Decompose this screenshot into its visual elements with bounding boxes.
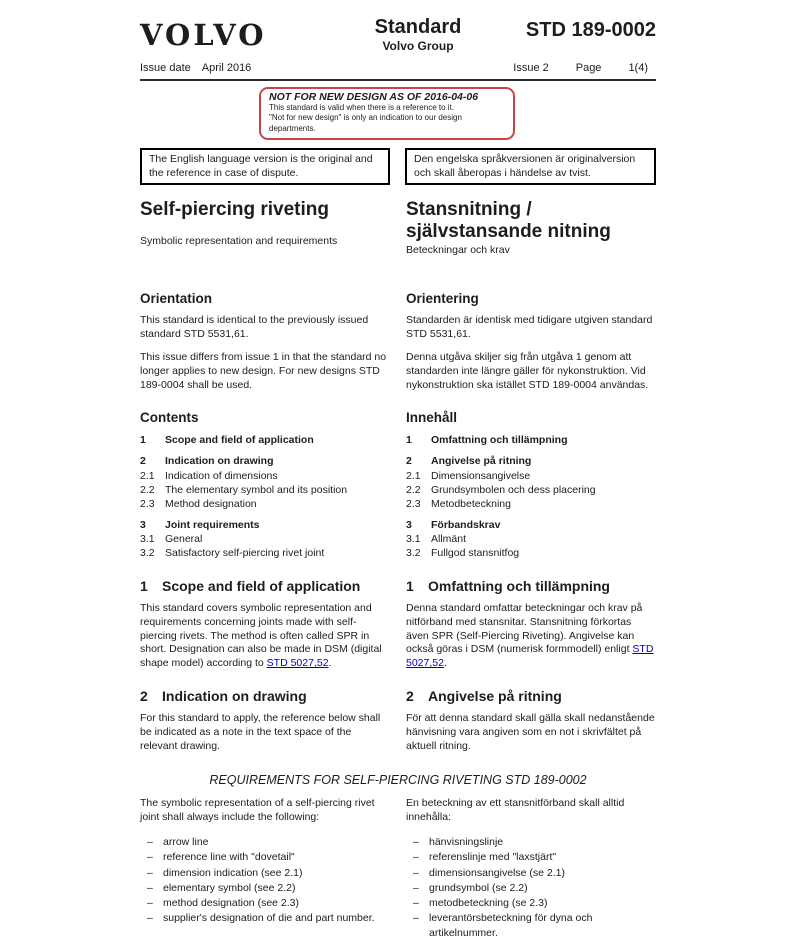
toc-label: Metodbeteckning bbox=[431, 497, 511, 510]
orientation-p1-en: This standard is identical to the previously issued standard STD 5531,61. bbox=[140, 314, 369, 341]
req-item-text: metodbeteckning (se 2.3) bbox=[429, 897, 548, 909]
section-number: 2 bbox=[406, 688, 414, 705]
toc-number: 2.2 bbox=[406, 483, 421, 496]
toc-number: 2.3 bbox=[406, 497, 421, 510]
req-item-text: grundsymbol (se 2.2) bbox=[429, 881, 528, 894]
english-disclaimer-box: The English language version is the original and the reference in case of dispute. bbox=[140, 148, 390, 185]
dash-bullet: – bbox=[413, 897, 419, 909]
volvo-logo: VOLVO bbox=[140, 18, 267, 52]
toc-label: General bbox=[165, 533, 203, 546]
toc-number: 3.2 bbox=[406, 547, 421, 560]
notice-title: NOT FOR NEW DESIGN AS OF 2016-04-06 bbox=[269, 91, 479, 103]
orientation-heading-sv: Orientering bbox=[406, 291, 479, 307]
toc-number: 2 bbox=[406, 455, 412, 468]
req-item-text: hänvisningslinje bbox=[429, 836, 504, 849]
toc-label: Indication of dimensions bbox=[165, 469, 278, 482]
toc-row bbox=[140, 483, 390, 497]
toc-row bbox=[406, 433, 656, 447]
requirements-banner: REQUIREMENTS FOR SELF-PIERCING RIVETING STD 189-0002 bbox=[209, 773, 587, 788]
swedish-column bbox=[406, 199, 656, 763]
toc-number: 2.1 bbox=[406, 469, 421, 482]
toc-row bbox=[140, 546, 390, 560]
toc-row bbox=[140, 454, 390, 468]
req-item-text: method designation (see 2.3) bbox=[163, 897, 300, 909]
org-name: Volvo Group bbox=[382, 39, 454, 53]
req-list-sv bbox=[406, 835, 656, 942]
dash-bullet: – bbox=[147, 851, 153, 864]
toc-number: 2 bbox=[140, 455, 146, 468]
english-title-block bbox=[140, 199, 390, 277]
toc-number: 1 bbox=[406, 434, 412, 447]
section-1-text-sv bbox=[406, 602, 656, 672]
toc-label: Grundsymbolen och dess placering bbox=[431, 483, 596, 496]
toc-label: Dimensionsangivelse bbox=[431, 469, 531, 482]
toc-label: Allmänt bbox=[431, 533, 467, 546]
toc-row bbox=[140, 433, 390, 447]
dash-bullet: – bbox=[147, 866, 153, 879]
toc-number: 3.1 bbox=[406, 533, 421, 546]
toc-row bbox=[140, 532, 390, 546]
dash-bullet: – bbox=[147, 897, 153, 909]
section-number: 1 bbox=[140, 577, 148, 594]
section-1-heading-sv bbox=[406, 578, 656, 594]
req-item bbox=[140, 911, 390, 926]
toc-row bbox=[140, 497, 390, 511]
toc-label: Omfattning och tillämpning bbox=[431, 434, 568, 447]
req-intro-en: The symbolic representation of a self-piercing rivet joint shall always include the following: bbox=[140, 797, 375, 824]
toc-row bbox=[406, 497, 656, 511]
section-2-heading-en bbox=[140, 688, 390, 704]
toc-label: Scope and field of application bbox=[165, 434, 314, 447]
section-2-heading-sv bbox=[406, 688, 656, 704]
section-1-text-post: . bbox=[443, 657, 447, 670]
toc-label: The elementary symbol and its position bbox=[165, 483, 348, 496]
toc-label: Fullgod stansnitfog bbox=[431, 547, 520, 560]
std-5027-link-sv[interactable]: STD 5027,52 bbox=[406, 643, 654, 670]
toc-number: 3 bbox=[140, 519, 146, 532]
section-title: Angivelse på ritning bbox=[428, 688, 562, 705]
english-subtitle: Symbolic representation and requirements bbox=[140, 234, 338, 247]
req-item-text: dimension indication (see 2.1) bbox=[163, 866, 303, 879]
issue-date-group bbox=[140, 62, 251, 74]
toc-number: 3.2 bbox=[140, 547, 155, 560]
dash-bullet: – bbox=[413, 881, 419, 894]
toc-number: 2.1 bbox=[140, 469, 155, 482]
section-1-text-post: . bbox=[328, 657, 332, 670]
dash-bullet: – bbox=[147, 912, 153, 925]
toc-number: 3.1 bbox=[140, 533, 155, 546]
req-item-text: dimensionsangivelse (se 2.1) bbox=[429, 866, 565, 879]
english-title: Self-piercing riveting bbox=[140, 199, 329, 221]
section-1-text-pre: Denna standard omfattar beteckningar och krav på nitförband med stansnitar. Stansnitning förkortas även SPR (Self-Piercing Riveting). Angivelse kan också göras i DSM (numerisk formmodell) enligt bbox=[406, 601, 643, 656]
swedish-subtitle: Beteckningar och krav bbox=[406, 243, 510, 256]
header-center bbox=[330, 16, 506, 53]
contents-list-en bbox=[140, 433, 390, 560]
page-label: Page bbox=[575, 62, 602, 74]
swedish-title-block bbox=[406, 199, 656, 277]
req-item-text: supplier's designation of die and part number. bbox=[163, 912, 375, 925]
document-header bbox=[140, 16, 656, 53]
toc-number: 2.2 bbox=[140, 483, 155, 496]
toc-row bbox=[406, 469, 656, 483]
req-item bbox=[140, 896, 390, 911]
req-list-en bbox=[140, 835, 390, 926]
toc-label: Joint requirements bbox=[165, 519, 260, 532]
req-item-text: arrow line bbox=[163, 836, 209, 849]
orientation-p2-en: This issue differs from issue 1 in that the standard no longer applies to new design. For new designs STD 189-0004 shall be used. bbox=[140, 351, 387, 392]
req-item bbox=[406, 896, 656, 911]
section-1-heading-en bbox=[140, 578, 390, 594]
section-1-text-pre: This standard covers symbolic representation and requirements concerning joints made with self-piercing rivets. The method is often called SPR in short. Designation can also be made in DSM (digital shape model) according to bbox=[140, 601, 382, 670]
toc-row bbox=[406, 454, 656, 468]
section-2-text-sv: För att denna standard skall gälla skall nedanstående hänvisning vara angiven som en not i skrivfältet på aktuell ritning. bbox=[406, 712, 655, 753]
toc-number: 1 bbox=[140, 434, 146, 447]
section-title: Scope and field of application bbox=[162, 577, 361, 594]
orientation-heading-en: Orientation bbox=[140, 291, 213, 307]
req-item bbox=[140, 866, 390, 881]
orientation-p2-sv: Denna utgåva skiljer sig från utgåva 1 genom att standarden inte längre gäller för nykonstruktion. Vid nykonstruktion ska istället STD 189-0004 användas. bbox=[406, 351, 649, 392]
toc-label: Method designation bbox=[165, 497, 257, 510]
dash-bullet: – bbox=[413, 836, 419, 849]
notice-line-2: "Not for new design" is only an indication to our design departments. bbox=[269, 113, 462, 133]
swedish-title: Stansnitning / självstansande nitning bbox=[406, 199, 611, 242]
req-intro-sv: En beteckning av ett stansnitförband skall alltid innehålla: bbox=[406, 797, 625, 824]
doc-type-title: Standard bbox=[374, 16, 462, 38]
notice-line-1: This standard is valid when there is a reference to it. bbox=[269, 103, 454, 112]
language-disclaimer-row bbox=[140, 148, 656, 185]
section-title: Indication on drawing bbox=[162, 688, 307, 705]
issue-date-value: April 2016 bbox=[201, 62, 252, 74]
issue-page-group bbox=[513, 62, 656, 74]
toc-number: 2.3 bbox=[140, 497, 155, 510]
contents-list-sv bbox=[406, 433, 656, 560]
orientation-p1-sv: Standarden är identisk med tidigare utgiven standard STD 5531,61. bbox=[406, 314, 653, 341]
toc-label: Förbandskrav bbox=[431, 519, 501, 532]
dash-bullet: – bbox=[147, 836, 153, 849]
section-title: Omfattning och tillämpning bbox=[428, 577, 610, 594]
swedish-disclaimer-box: Den engelska språkversionen är originalversion och skall åberopas i händelse av tvist. bbox=[405, 148, 656, 185]
req-item bbox=[406, 866, 656, 881]
section-number: 2 bbox=[140, 688, 148, 705]
toc-row bbox=[406, 518, 656, 532]
english-column bbox=[140, 199, 390, 763]
page-value: 1(4) bbox=[628, 62, 648, 74]
req-item-text: reference line with "dovetail" bbox=[163, 851, 295, 864]
issue-date-label: Issue date bbox=[140, 62, 191, 74]
meta-row bbox=[140, 62, 656, 81]
toc-row bbox=[406, 532, 656, 546]
toc-row bbox=[406, 546, 656, 560]
req-item bbox=[140, 835, 390, 850]
contents-heading-en: Contents bbox=[140, 410, 199, 426]
dash-bullet: – bbox=[147, 881, 153, 894]
section-2-text-en: For this standard to apply, the reference below shall be indicated as a note in the text space of the relevant drawing. bbox=[140, 712, 381, 753]
req-item bbox=[406, 881, 656, 896]
std-5027-link-en[interactable]: STD 5027,52 bbox=[266, 657, 329, 670]
req-item-text: elementary symbol (see 2.2) bbox=[163, 881, 296, 894]
dash-bullet: – bbox=[413, 866, 419, 879]
main-columns bbox=[140, 199, 656, 763]
requirements-english bbox=[140, 789, 390, 941]
dash-bullet: – bbox=[413, 851, 419, 864]
toc-number: 3 bbox=[406, 519, 412, 532]
req-item bbox=[140, 850, 390, 865]
requirements-columns bbox=[140, 789, 656, 941]
toc-row bbox=[406, 483, 656, 497]
not-for-new-design-notice bbox=[259, 87, 515, 140]
toc-label: Satisfactory self-piercing rivet joint bbox=[165, 547, 325, 560]
toc-label: Indication on drawing bbox=[165, 455, 274, 468]
toc-label: Angivelse på ritning bbox=[431, 455, 532, 468]
toc-row bbox=[140, 469, 390, 483]
req-item-text: leverantörsbeteckning för dyna och artikelnummer. bbox=[429, 912, 593, 940]
dash-bullet: – bbox=[413, 912, 419, 925]
doc-number: STD 189-0002 bbox=[525, 19, 656, 41]
document-body bbox=[140, 16, 656, 942]
issue-label: Issue 2 bbox=[513, 62, 549, 74]
req-item bbox=[140, 881, 390, 896]
toc-row bbox=[140, 518, 390, 532]
req-item bbox=[406, 911, 656, 941]
requirements-swedish bbox=[406, 789, 656, 941]
section-1-text-en bbox=[140, 602, 390, 672]
req-item-text: referenslinje med "laxstjärt" bbox=[429, 851, 557, 864]
req-item bbox=[406, 850, 656, 865]
section-number: 1 bbox=[406, 577, 414, 594]
contents-heading-sv: Innehåll bbox=[406, 410, 458, 426]
req-item bbox=[406, 835, 656, 850]
